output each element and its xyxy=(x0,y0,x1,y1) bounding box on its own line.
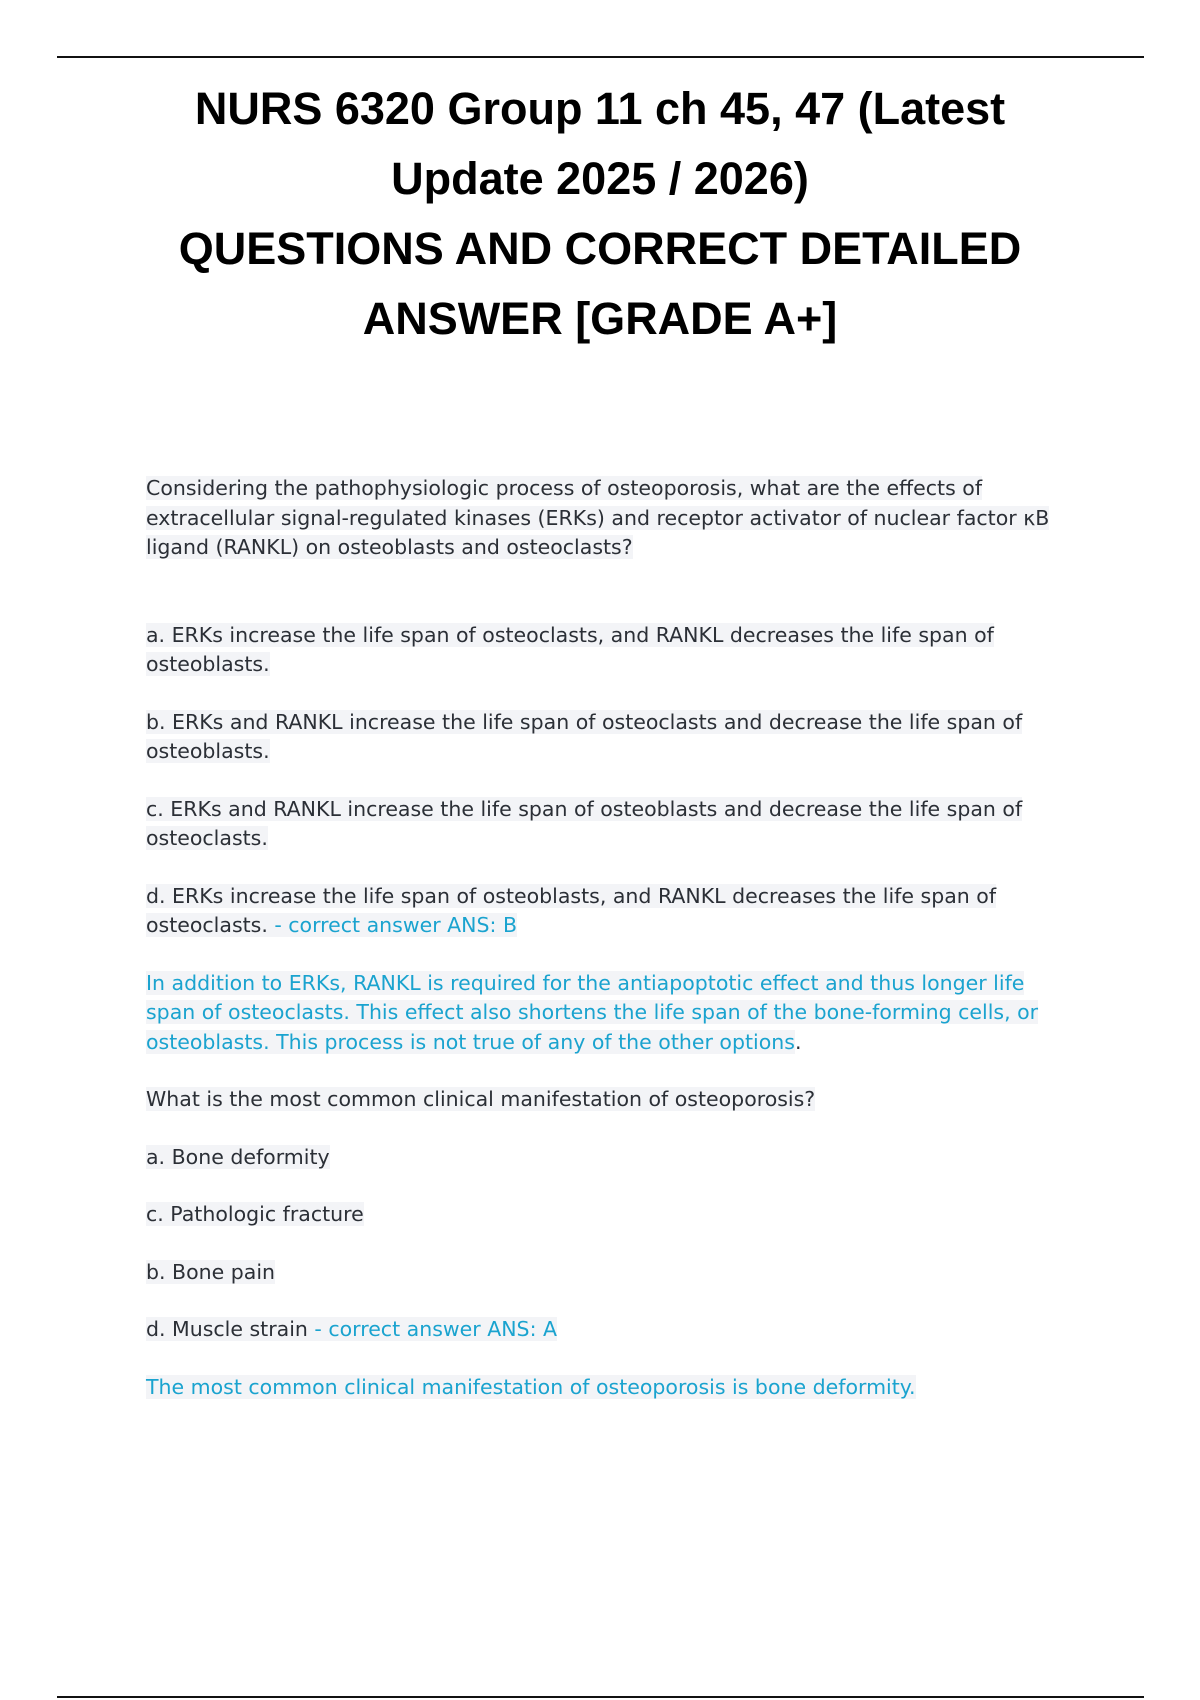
option-text: b. ERKs and RANKL increase the life span of osteoclasts and decrease the life span of osteoblasts. xyxy=(146,709,1023,763)
title-line-3: QUESTIONS AND CORRECT DETAILED xyxy=(178,223,1022,274)
question-1-rationale xyxy=(146,969,1080,1058)
question-1-option-a xyxy=(146,621,1080,680)
option-text: c. Pathologic fracture xyxy=(146,1202,364,1226)
question-1-option-b xyxy=(146,708,1080,767)
rationale-text: In addition to ERKs, RANKL is required for the antiapoptotic effect and thus longer life span of osteoclasts. This effect also shortens the life span of the bone-forming cells, or osteoblasts. This process is not true of any of the other options xyxy=(146,970,1039,1054)
option-text: d. Muscle strain xyxy=(146,1317,308,1341)
question-2-option-a xyxy=(146,1143,1080,1173)
bottom-rule xyxy=(57,1696,1144,1698)
question-2-option-b xyxy=(146,1258,1080,1288)
question-2-option-c xyxy=(146,1200,1080,1230)
question-2-rationale xyxy=(146,1373,1080,1403)
option-text: c. ERKs and RANKL increase the life span of osteoblasts and decrease the life span of osteoclasts. xyxy=(146,796,1023,850)
title-line-2: Update 2025 / 2026) xyxy=(391,153,809,204)
rationale-text: The most common clinical manifestation of osteoporosis is bone deformity. xyxy=(146,1374,916,1399)
question-1-option-d xyxy=(146,882,1080,941)
question-2 xyxy=(146,1085,1080,1115)
rationale-end: . xyxy=(794,1029,802,1054)
question-1 xyxy=(146,474,1080,563)
correct-answer-label: - correct answer ANS: B xyxy=(267,913,518,937)
title-line-4: ANSWER [GRADE A+] xyxy=(362,293,838,344)
top-rule xyxy=(57,56,1144,58)
option-text: b. Bone pain xyxy=(146,1259,276,1284)
question-1-option-c xyxy=(146,795,1080,854)
document-body xyxy=(146,474,1080,1402)
option-text: a. ERKs increase the life span of osteoclasts, and RANKL decreases the life span of osteoblasts. xyxy=(146,622,994,676)
option-text: a. Bone deformity xyxy=(146,1144,330,1169)
question-2-option-d xyxy=(146,1315,1080,1345)
correct-answer-label: - correct answer ANS: A xyxy=(307,1317,558,1341)
document-title xyxy=(100,74,1100,354)
question-1-text: Considering the pathophysiologic process of osteoporosis, what are the effects of extracellular signal-regulated kinases (ERKs) and receptor activator of nuclear factor κB ligand (RANKL) on osteoblasts and osteoclasts? xyxy=(146,476,1050,559)
title-line-1: NURS 6320 Group 11 ch 45, 47 (Latest xyxy=(194,83,1006,134)
question-2-text: What is the most common clinical manifestation of osteoporosis? xyxy=(146,1087,816,1111)
option-text: d. ERKs increase the life span of osteoblasts, and RANKL decreases the life span of osteoclasts. xyxy=(146,883,997,937)
